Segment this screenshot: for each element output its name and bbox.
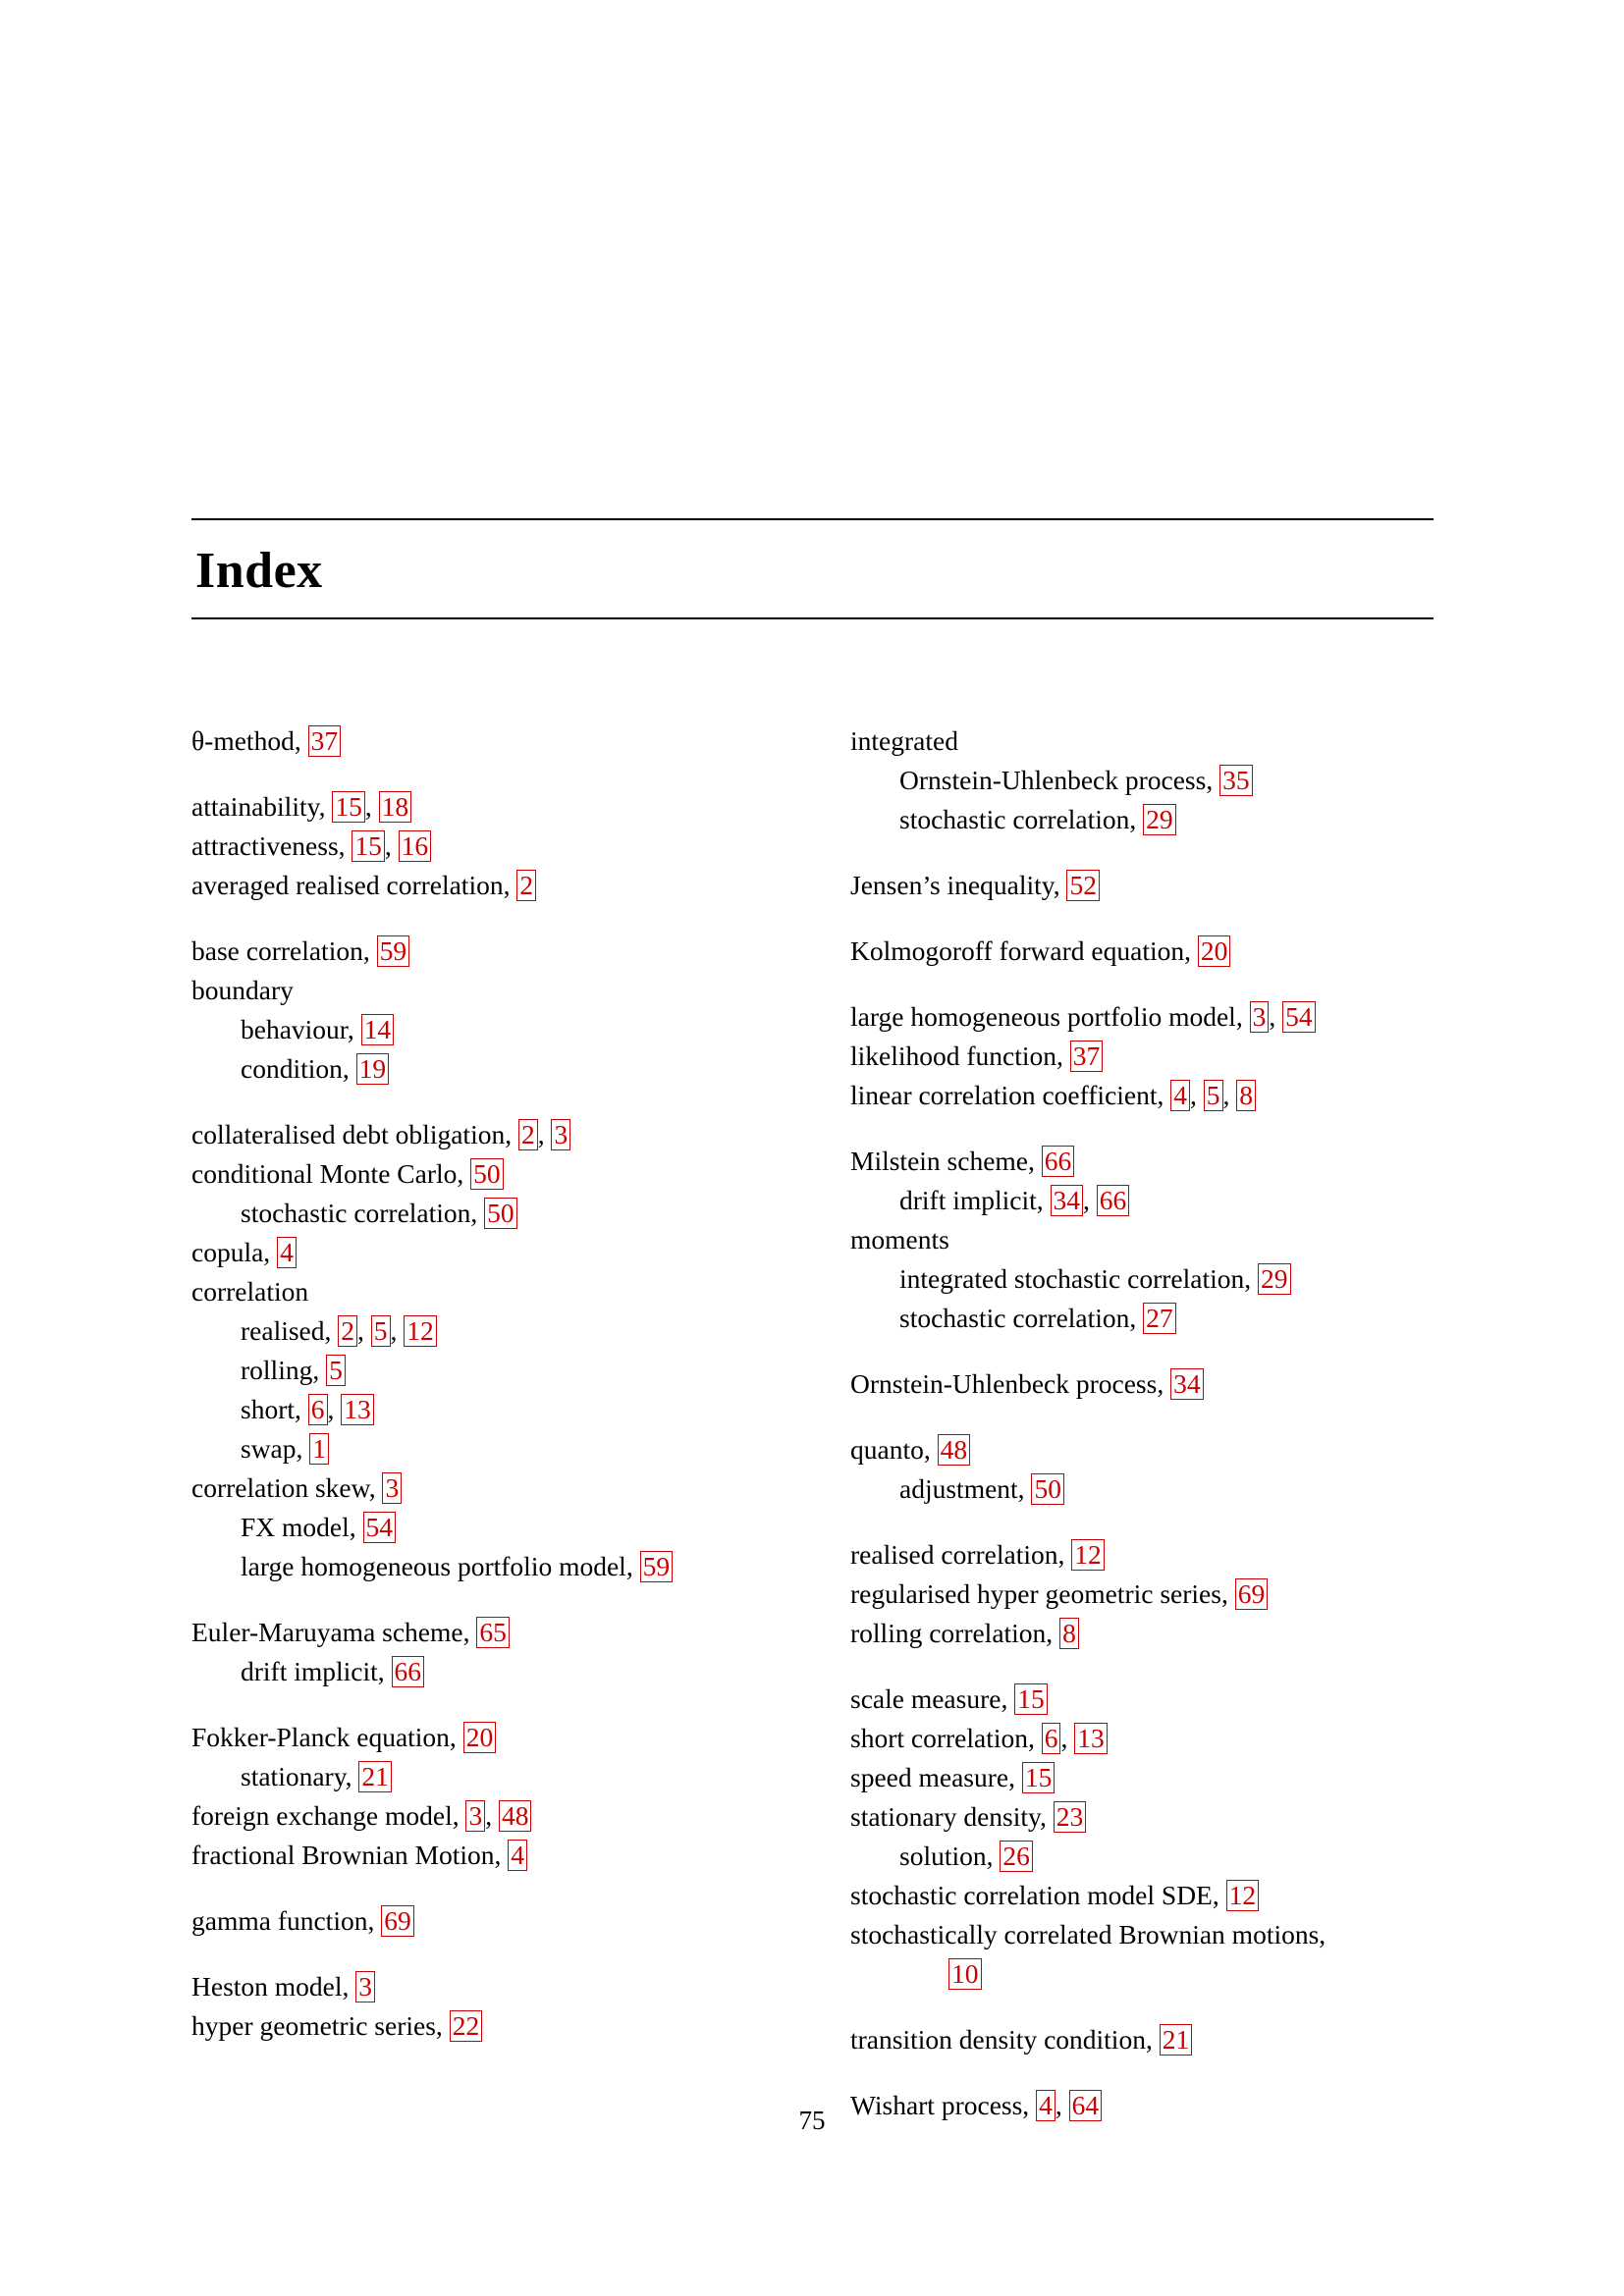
index-entry-label: short correlation,	[850, 1723, 1035, 1753]
index-entry-label: drift implicit,	[241, 1656, 385, 1686]
index-group	[191, 1115, 774, 1586]
index-entry	[850, 1142, 1433, 1181]
index-entry-label: adjustment,	[899, 1473, 1025, 1504]
page-ref-link[interactable]: 3	[382, 1472, 402, 1504]
index-group	[191, 787, 774, 905]
index-subentry	[191, 1049, 774, 1089]
page-ref-link[interactable]: 2	[518, 1119, 538, 1150]
index-group	[850, 1535, 1433, 1653]
page-ref-link[interactable]: 3	[1250, 1001, 1270, 1033]
index-entry-label: drift implicit,	[899, 1185, 1044, 1215]
index-entry-label: attractiveness,	[191, 830, 346, 861]
index-entry	[850, 1535, 1433, 1575]
index-entry-label: stationary,	[241, 1761, 352, 1791]
index-entry	[850, 997, 1433, 1037]
index-group	[850, 2020, 1433, 2059]
page-ref-separator: ,	[1083, 1185, 1090, 1215]
index-subentry	[191, 1757, 774, 1796]
index-entry	[191, 1233, 774, 1272]
page-ref-link[interactable]: 64	[1069, 2090, 1103, 2121]
page-ref-link[interactable]: 21	[358, 1761, 392, 1792]
page-ref-link[interactable]: 12	[1071, 1539, 1105, 1571]
index-entry	[850, 1220, 1433, 1259]
page-ref-link[interactable]: 8	[1059, 1618, 1079, 1649]
index-entry	[191, 1796, 774, 1836]
page-ref-link[interactable]: 20	[1198, 935, 1231, 967]
page-ref-link[interactable]: 3	[465, 1800, 485, 1832]
index-entry	[850, 2020, 1433, 2059]
index-entry-label: copula,	[191, 1237, 271, 1267]
index-entry-label: Euler-Maruyama scheme,	[191, 1617, 470, 1647]
index-entry-label: rolling,	[241, 1355, 320, 1385]
title-rule-bottom	[191, 617, 1434, 619]
page-ref-link[interactable]: 15	[332, 791, 365, 823]
index-group	[191, 1613, 774, 1691]
index-subentry	[191, 1194, 774, 1233]
page-ref-separator: ,	[1222, 1080, 1230, 1110]
index-entry-label: stochastic correlation,	[899, 804, 1137, 834]
index-entry-label: integrated stochastic correlation,	[899, 1263, 1252, 1294]
page-ref-link[interactable]: 34	[1170, 1368, 1204, 1400]
index-entry	[850, 1575, 1433, 1614]
page-ref-separator: ,	[390, 1315, 398, 1346]
page-ref-link[interactable]: 50	[1031, 1473, 1064, 1505]
index-entry-label: behaviour,	[241, 1014, 354, 1044]
index-entry	[191, 1468, 774, 1508]
index-entry-label: stochastic correlation,	[899, 1303, 1137, 1333]
page-ref-link[interactable]: 66	[1097, 1185, 1130, 1216]
index-entry	[850, 1037, 1433, 1076]
page-ref-link[interactable]: 37	[1070, 1041, 1104, 1072]
page-ref-link[interactable]: 12	[404, 1315, 437, 1347]
page-ref-separator: ,	[1060, 1723, 1068, 1753]
index-group	[191, 1718, 774, 1875]
index-column-left	[191, 721, 774, 2152]
index-entry-label: large homogeneous portfolio model,	[241, 1551, 633, 1581]
page-ref-link[interactable]: 65	[476, 1617, 510, 1648]
index-group	[850, 866, 1433, 905]
index-entry-label: FX model,	[241, 1512, 356, 1542]
index-entry	[850, 932, 1433, 971]
page-ref-link[interactable]: 14	[361, 1014, 395, 1045]
index-entry	[191, 1967, 774, 2006]
title-rule-top	[191, 518, 1434, 520]
index-group	[850, 1430, 1433, 1509]
index-group	[850, 1142, 1433, 1338]
index-entry	[191, 1154, 774, 1194]
index-entry-label: attainability,	[191, 791, 326, 822]
page-ref-link[interactable]: 3	[551, 1119, 570, 1150]
page-ref-link[interactable]: 37	[308, 725, 342, 757]
index-entry	[850, 866, 1433, 905]
page-ref-link[interactable]: 18	[379, 791, 412, 823]
index-entry-label: speed measure,	[850, 1762, 1015, 1792]
page-ref-separator: ,	[357, 1315, 364, 1346]
page-ref-link[interactable]: 52	[1066, 870, 1100, 901]
page-ref-link[interactable]: 35	[1219, 765, 1253, 796]
index-subentry	[191, 1010, 774, 1049]
index-subentry	[850, 1837, 1433, 1876]
page-ref-link[interactable]: 54	[1282, 1001, 1316, 1033]
page-ref-separator: ,	[1190, 1080, 1197, 1110]
page-ref-link[interactable]: 4	[508, 1840, 527, 1871]
index-entry-label: Fokker-Planck equation,	[191, 1722, 457, 1752]
page-ref-link[interactable]: 26	[1000, 1841, 1033, 1872]
index-entry-label: collateralised debt obligation,	[191, 1119, 513, 1149]
index-entry	[191, 1115, 774, 1154]
page-ref-link[interactable]: 59	[640, 1551, 674, 1582]
page-ref-link[interactable]: 66	[1042, 1146, 1075, 1177]
index-columns	[191, 721, 1434, 2152]
page-ref-link[interactable]: 5	[371, 1315, 391, 1347]
index-subentry	[850, 1181, 1433, 1220]
index-entry	[850, 1364, 1433, 1404]
page-ref-link[interactable]: 59	[377, 935, 410, 967]
page-ref-link[interactable]: 8	[1236, 1080, 1256, 1111]
index-entry	[850, 1954, 1433, 1994]
page-ref-link[interactable]: 48	[938, 1434, 971, 1466]
page-ref-link[interactable]: 19	[356, 1053, 390, 1085]
page-ref-link[interactable]: 34	[1051, 1185, 1084, 1216]
page-ref-separator: ,	[1055, 2090, 1062, 2120]
page-ref-link[interactable]: 5	[326, 1355, 346, 1386]
index-entry	[850, 1680, 1433, 1719]
index-group	[850, 997, 1433, 1115]
index-entry-label: Jensen’s inequality,	[850, 870, 1060, 900]
page-ref-link[interactable]: 66	[392, 1656, 425, 1687]
index-subentry	[191, 1429, 774, 1468]
page-ref-link[interactable]: 29	[1143, 804, 1176, 835]
page-ref-link[interactable]: 22	[450, 2010, 483, 2042]
index-entry-label: stochastic correlation model SDE,	[850, 1880, 1219, 1910]
page-ref-link[interactable]: 50	[470, 1158, 504, 1190]
index-entry	[850, 1876, 1433, 1915]
index-entry-label: linear correlation coefficient,	[850, 1080, 1164, 1110]
index-entry-label: scale measure,	[850, 1683, 1008, 1714]
page-ref-link[interactable]: 21	[1160, 2024, 1193, 2056]
index-entry-label: transition density condition,	[850, 2024, 1153, 2055]
index-entry-label: Kolmogoroff forward equation,	[850, 935, 1191, 966]
index-entry-label: rolling correlation,	[850, 1618, 1054, 1648]
index-entry-label: gamma function,	[191, 1905, 375, 1936]
page-ref-separator: ,	[485, 1800, 493, 1831]
index-entry	[191, 971, 774, 1010]
index-entry-label: base correlation,	[191, 935, 370, 966]
page-ref-link[interactable]: 15	[352, 830, 385, 862]
index-entry	[850, 1797, 1433, 1837]
index-entry-label: hyper geometric series,	[191, 2010, 443, 2041]
page-ref-link[interactable]: 1	[309, 1433, 329, 1465]
index-subentry	[191, 1390, 774, 1429]
page-ref-link[interactable]: 48	[499, 1800, 532, 1832]
page-ref-link[interactable]: 16	[399, 830, 432, 862]
index-entry-label: conditional Monte Carlo,	[191, 1158, 464, 1189]
index-group	[850, 932, 1433, 971]
index-entry-label: integrated	[850, 725, 958, 756]
page-ref-link[interactable]: 4	[1170, 1080, 1190, 1111]
page-ref-link[interactable]: 50	[484, 1198, 517, 1229]
page-ref-link[interactable]: 2	[516, 870, 536, 901]
index-entry	[850, 721, 1433, 761]
index-entry	[191, 1613, 774, 1652]
page-ref-link[interactable]: 23	[1054, 1801, 1087, 1833]
page-ref-separator: ,	[1269, 1001, 1276, 1032]
index-entry-label: boundary	[191, 975, 294, 1005]
page-ref-link[interactable]: 27	[1143, 1303, 1176, 1334]
index-entry-label: solution,	[899, 1841, 994, 1871]
index-entry	[850, 1758, 1433, 1797]
index-entry-label: regularised hyper geometric series,	[850, 1578, 1228, 1609]
page-ref-link[interactable]: 54	[363, 1512, 397, 1543]
index-entry	[191, 721, 774, 761]
page-number: 75	[798, 2106, 826, 2135]
index-entry-label: swap,	[241, 1433, 303, 1464]
index-entry-label: moments	[850, 1224, 949, 1255]
index-entry-label: Ornstein-Uhlenbeck process,	[850, 1368, 1164, 1399]
index-entry-label: Ornstein-Uhlenbeck process,	[899, 765, 1214, 795]
page-title-block	[191, 518, 1434, 619]
index-entry-label: averaged realised correlation,	[191, 870, 511, 900]
index-entry-label: condition,	[241, 1053, 350, 1084]
index-entry-label: stochastic correlation,	[241, 1198, 478, 1228]
index-entry-label: quanto,	[850, 1434, 931, 1465]
page-ref-link[interactable]: 10	[948, 1958, 982, 1990]
index-entry-label: stochastically correlated Brownian motions,	[850, 1919, 1326, 1949]
index-subentry	[191, 1311, 774, 1351]
index-group	[191, 1901, 774, 1941]
page-ref-link[interactable]: 69	[381, 1905, 414, 1937]
index-entry-label: stationary density,	[850, 1801, 1047, 1832]
index-entry-label: Wishart process,	[850, 2090, 1030, 2120]
index-subentry	[850, 1259, 1433, 1299]
index-entry-label: correlation skew,	[191, 1472, 376, 1503]
index-subentry	[850, 800, 1433, 839]
index-entry-label: correlation	[191, 1276, 309, 1307]
page-ref-link[interactable]: 13	[341, 1394, 374, 1425]
index-group	[191, 721, 774, 761]
page-title: Index	[195, 543, 323, 599]
index-entry	[191, 866, 774, 905]
page-ref-link[interactable]: 3	[355, 1971, 375, 2002]
page-ref-link[interactable]: 4	[277, 1237, 297, 1268]
index-entry	[850, 1719, 1433, 1758]
index-group	[850, 721, 1433, 839]
page-ref-separator: ,	[537, 1119, 545, 1149]
page-ref-link[interactable]: 69	[1235, 1578, 1269, 1610]
index-entry-label: short,	[241, 1394, 301, 1424]
page-ref-link[interactable]: 2	[338, 1315, 357, 1347]
index-entry	[191, 1718, 774, 1757]
index-group	[850, 1364, 1433, 1404]
index-entry	[191, 1272, 774, 1311]
page-ref-link[interactable]: 12	[1226, 1880, 1260, 1911]
index-entry-label: Heston model,	[191, 1971, 350, 2002]
page-ref-separator: ,	[364, 791, 372, 822]
index-entry-label: θ-method,	[191, 725, 301, 756]
page-ref-link[interactable]: 20	[463, 1722, 497, 1753]
page-ref-link[interactable]: 13	[1074, 1723, 1108, 1754]
index-group	[191, 932, 774, 1089]
index-entry	[850, 1915, 1433, 1954]
index-entry	[191, 787, 774, 827]
page-ref-link[interactable]: 6	[308, 1394, 328, 1425]
page-ref-link[interactable]: 5	[1204, 1080, 1223, 1111]
index-entry	[191, 932, 774, 971]
index-subentry	[850, 1299, 1433, 1338]
index-entry-label: Milstein scheme,	[850, 1146, 1035, 1176]
index-group	[850, 1680, 1433, 1994]
page-ref-link[interactable]: 29	[1258, 1263, 1291, 1295]
index-entry-label: foreign exchange model,	[191, 1800, 460, 1831]
page-ref-link[interactable]: 15	[1014, 1683, 1048, 1715]
index-entry-label: likelihood function,	[850, 1041, 1063, 1071]
page-ref-link[interactable]: 4	[1036, 2090, 1056, 2121]
index-entry-label: large homogeneous portfolio model,	[850, 1001, 1243, 1032]
index-subentry	[191, 1547, 774, 1586]
index-column-right	[850, 721, 1433, 2152]
index-entry-label: fractional Brownian Motion,	[191, 1840, 502, 1870]
index-entry	[850, 1076, 1433, 1115]
index-subentry	[191, 1351, 774, 1390]
index-entry-label: realised,	[241, 1315, 332, 1346]
page-ref-separator: ,	[384, 830, 392, 861]
index-entry	[850, 1614, 1433, 1653]
page-ref-link[interactable]: 6	[1042, 1723, 1061, 1754]
index-entry	[191, 827, 774, 866]
index-group	[191, 1967, 774, 2046]
index-entry	[191, 2006, 774, 2046]
index-subentry	[191, 1652, 774, 1691]
index-entry	[191, 1836, 774, 1875]
index-entry	[191, 1901, 774, 1941]
index-entry-label: realised correlation,	[850, 1539, 1065, 1570]
index-subentry	[850, 761, 1433, 800]
page-ref-separator: ,	[327, 1394, 335, 1424]
index-entry	[850, 1430, 1433, 1469]
index-subentry	[850, 1469, 1433, 1509]
index-subentry	[191, 1508, 774, 1547]
page-ref-link[interactable]: 15	[1022, 1762, 1056, 1793]
